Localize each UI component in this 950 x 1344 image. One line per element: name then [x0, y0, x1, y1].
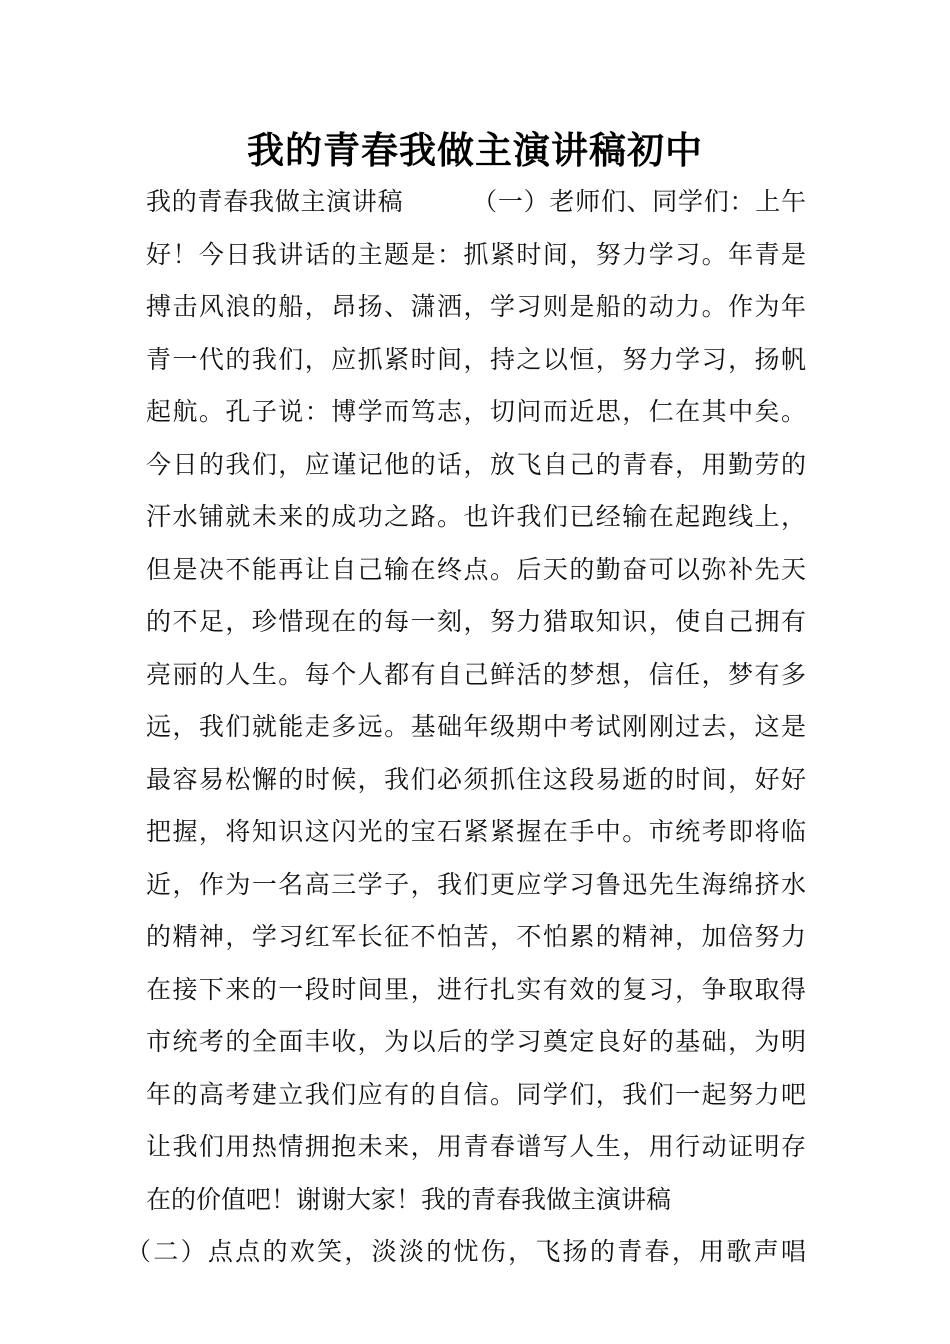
paragraph-line-first — [146, 176, 806, 229]
paragraph-line: 今日的我们，应谨记他的话，放飞自己的青春，用勤劳的 — [146, 449, 806, 479]
paragraph-line: 市统考的全面丰收，为以后的学习奠定良好的基础，为明 — [146, 1027, 806, 1056]
paragraph-line: 最容易松懈的时候，我们必须抓住这段易逝的时间，好好 — [146, 764, 806, 794]
salutation-text: （一）老师们、同学们：上午 — [471, 187, 806, 216]
paragraph-line: 把握，将知识这闪光的宝石紧紧握在手中。市统考即将临 — [146, 817, 806, 846]
paragraph-line: 汗水铺就未来的成功之路。也许我们已经输在起跑线上， — [146, 502, 806, 531]
paragraph-line: 让我们用热情拥抱未来，用青春谱写人生，用行动证明存 — [146, 1132, 806, 1161]
document-body — [126, 176, 806, 1279]
document-title: 我的青春我做主演讲稿初中 — [247, 128, 703, 172]
paragraph-line: 年的高考建立我们应有的自信。同学们，我们一起努力吧 — [146, 1079, 806, 1109]
heading-inline: 我的青春我做主演讲稿 — [146, 187, 404, 216]
paragraph-line: 好！今日我讲话的主题是：抓紧时间，努力学习。年青是 — [146, 239, 806, 269]
paragraph-line: 在接下来的一段时间里，进行扎实有效的复习，争取取得 — [146, 974, 806, 1004]
paragraph-line-section-two: （二）点点的欢笑，淡淡的忧伤，飞扬的青春，用歌声唱 — [126, 1237, 806, 1266]
paragraph-line-short: 在的价值吧！谢谢大家！我的青春我做主演讲稿 — [146, 1184, 672, 1214]
paragraph-line: 远，我们就能走多远。基础年级期中考试刚刚过去，这是 — [146, 712, 806, 741]
paragraph-line: 亮丽的人生。每个人都有自己鲜活的梦想，信任，梦有多 — [146, 659, 806, 689]
paragraph-line: 的精神，学习红军长征不怕苦，不怕累的精神，加倍努力 — [146, 922, 806, 951]
paragraph-line: 但是决不能再让自己输在终点。后天的勤奋可以弥补先天 — [146, 554, 806, 584]
paragraph-line: 起航。孔子说：博学而笃志，切问而近思，仁在其中矣。 — [146, 397, 806, 426]
paragraph-line: 近，作为一名高三学子，我们更应学习鲁迅先生海绵挤水 — [146, 869, 806, 899]
paragraph-line: 的不足，珍惜现在的每一刻，努力猎取知识，使自己拥有 — [146, 607, 806, 636]
paragraph-line: 青一代的我们，应抓紧时间，持之以恒，努力学习，扬帆 — [146, 344, 806, 374]
paragraph-line: 搏击风浪的船，昂扬、潇洒，学习则是船的动力。作为年 — [146, 292, 806, 321]
